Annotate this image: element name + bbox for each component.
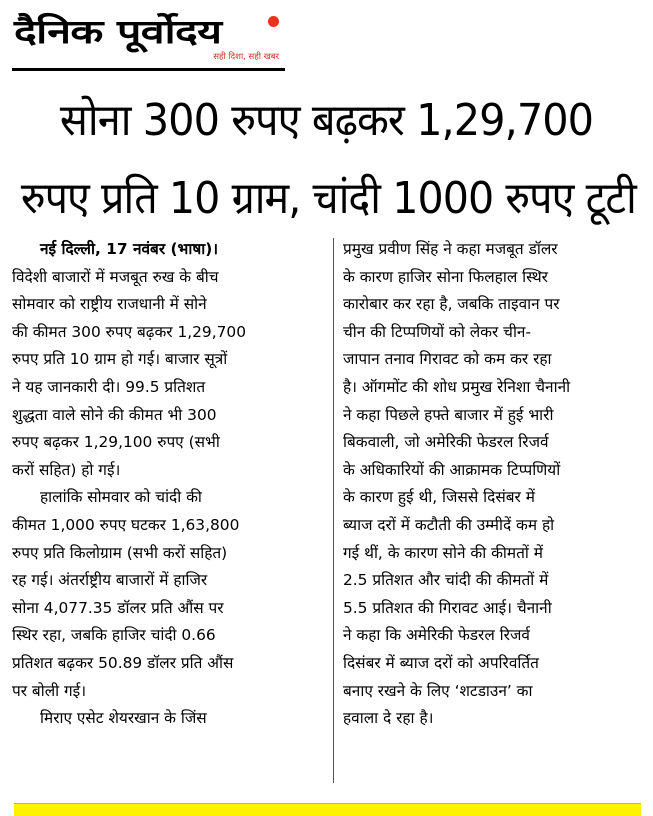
headline (0, 82, 653, 238)
article-line: कारोबार कर रहा है, जबकि ताइवान पर (343, 295, 560, 314)
article-line: गई थीं, के कारण सोने की कीमतों में (343, 543, 543, 562)
article-line: स्थिर रहा, जबकि हाजिर चांदी 0.66 (12, 626, 216, 645)
headline-line-1: सोना 300 रुपए बढ़कर 1,29,700 (59, 95, 594, 146)
article-line: रुपए प्रति किलोग्राम (सभी करों सहित) (12, 543, 228, 562)
article-line: ने कहा पिछले हफ्ते बाजार में हुई भारी (343, 405, 554, 424)
article-line: के अधिकारियों की आक्रामक टिप्पणियों (343, 460, 561, 479)
article-line: मिराए एसेट शेयरखान के जिंस (40, 709, 207, 728)
newspaper-logo: दैनिक पूर्वोदय (14, 12, 222, 51)
article-line: कीमत 1,000 रुपए घटकर 1,63,800 (12, 515, 240, 534)
article-line: हालांकि सोमवार को चांदी की (40, 488, 202, 507)
bottom-color-bar (14, 803, 641, 816)
masthead (12, 6, 285, 72)
article-line: चीन की टिप्पणियों को लेकर चीन- (343, 322, 532, 341)
article-line: के कारण हाजिर सोना फिलहाल स्थिर (343, 267, 548, 286)
article-line: दिसंबर में ब्याज दरों को अपरिवर्तित (343, 653, 539, 672)
article-line: रुपए प्रति 10 ग्राम हो गई। बाजार सूत्रों (12, 350, 228, 369)
article-line: सोमवार को राष्ट्रीय राजधानी में सोने (12, 295, 207, 314)
article-line: बिकवाली, जो अमेरिकी फेडरल रिजर्व (343, 433, 549, 452)
article-line: की कीमत 300 रुपए बढ़कर 1,29,700 (12, 322, 246, 341)
article-line: ने यह जानकारी दी। 99.5 प्रतिशत (12, 377, 206, 396)
article-line: 2.5 प्रतिशत और चांदी की कीमतों में (343, 571, 549, 590)
article-line: रह गई। अंतर्राष्ट्रीय बाजारों में हाजिर (12, 571, 208, 590)
article-line: प्रमुख प्रवीण सिंह ने कहा मजबूत डॉलर (343, 240, 558, 258)
article-column-left (12, 236, 326, 733)
article-line: ने कहा कि अमेरिकी फेडरल रिजर्व (343, 626, 530, 645)
headline-line-2: रुपए प्रति 10 ग्राम, चांदी 1000 रुपए टूटी (20, 173, 636, 224)
article-line: विदेशी बाजारों में मजबूत रुख के बीच (12, 267, 219, 286)
article-line: शुद्धता वाले सोने की कीमत भी 300 (12, 405, 217, 424)
article-line: प्रतिशत बढ़कर 50.89 डॉलर प्रति औंस (12, 653, 234, 672)
logo-dot-icon (268, 16, 279, 27)
column-divider (333, 238, 334, 783)
article-line: बनाए रखने के लिए ‘शटडाउन’ का (343, 681, 533, 700)
article-line: सोना 4,077.35 डॉलर प्रति औंस पर (12, 598, 224, 617)
article-line: ब्याज दरों में कटौती की उम्मीदें कम हो (343, 515, 555, 534)
article-line: करों सहित) हो गई। (12, 460, 121, 479)
article-line: के कारण हुई थी, जिससे दिसंबर में (343, 488, 535, 507)
masthead-tagline: सही दिशा, सही खबर (213, 52, 279, 62)
article-line: रुपए बढ़कर 1,29,100 रुपए (सभी (12, 433, 220, 452)
article-line: है। ऑगमोंट की शोध प्रमुख रेनिशा चैनानी (343, 377, 571, 396)
article-column-right (343, 236, 648, 733)
article-line: जापान तनाव गिरावट को कम कर रहा (343, 350, 552, 369)
masthead-rule (12, 68, 285, 71)
article-line: 5.5 प्रतिशत की गिरावट आई। चैनानी (343, 598, 552, 617)
article-line: हवाला दे रहा है। (343, 709, 434, 728)
dateline: नई दिल्ली, 17 नवंबर (भाषा)। (40, 240, 219, 258)
article-line: पर बोली गई। (12, 681, 87, 700)
